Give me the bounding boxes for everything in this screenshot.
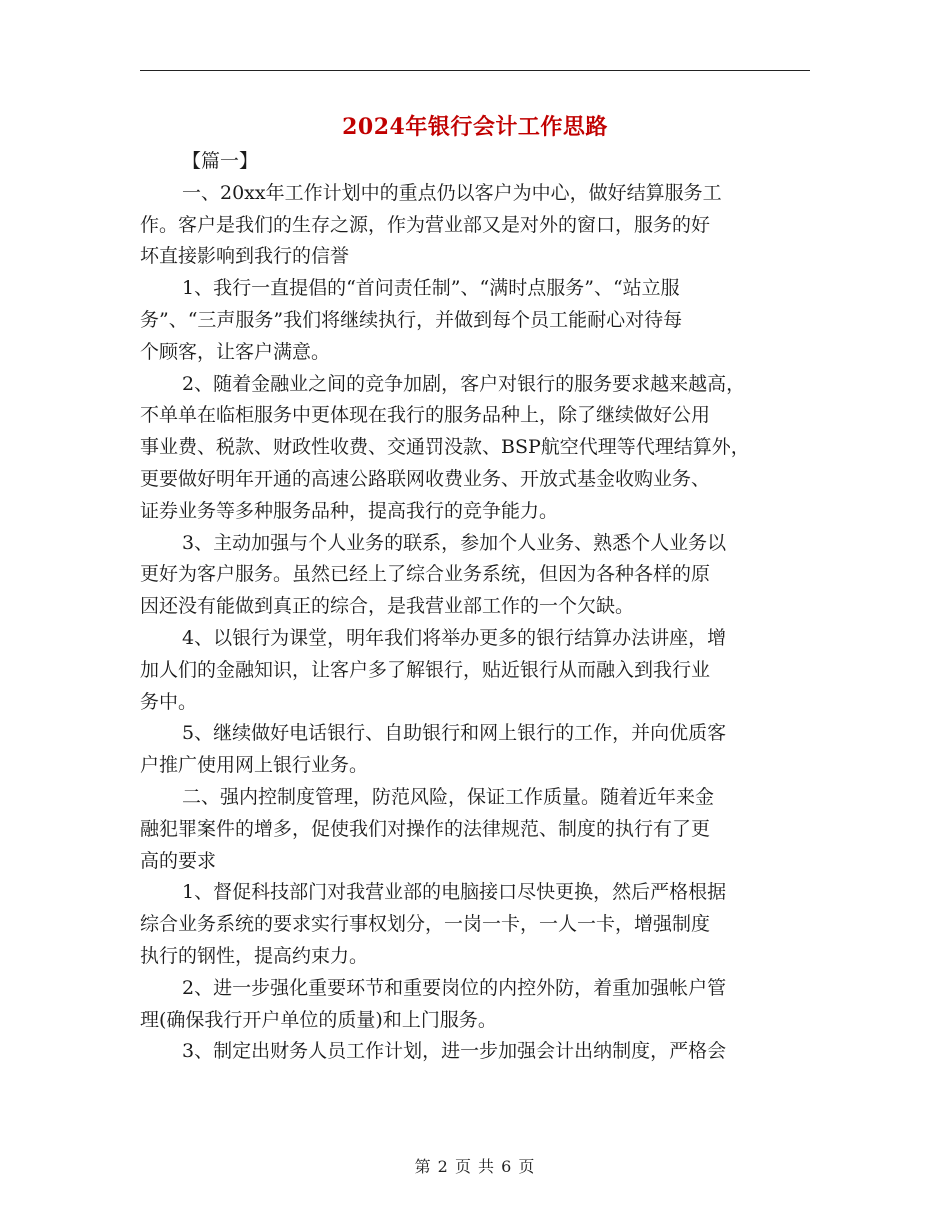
paragraph-line: 理(确保我行开户单位的质量)和上门服务。	[140, 1008, 497, 1031]
paragraph-line: 加人们的金融知识，让客户多了解银行，贴近银行从而融入到我行业	[140, 658, 711, 681]
paragraph-line: 户推广使用网上银行业务。	[140, 754, 369, 777]
paragraph-line: 1、督促科技部门对我营业部的电脑接口尽快更换，然后严格根据	[182, 881, 727, 904]
document-title: 2024年银行会计工作思路	[342, 114, 608, 140]
paragraph-line: 执行的钢性，提高约束力。	[140, 944, 369, 967]
paragraph-line: 不单单在临柜服务中更体现在我行的服务品种上，除了继续做好公用	[140, 404, 711, 427]
paragraph-line: 2、随着金融业之间的竞争加剧，客户对银行的服务要求越来越高，	[182, 372, 746, 395]
paragraph-line: 综合业务系统的要求实行事权划分，一岗一卡，一人一卡，增强制度	[140, 913, 711, 936]
paragraph-line: 作。客户是我们的生存之源，作为营业部又是对外的窗口，服务的好	[140, 213, 711, 236]
paragraph-line: 更要做好明年开通的高速公路联网收费业务、开放式基金收购业务、	[140, 467, 711, 490]
paragraph-line: 二、强内控制度管理，防范风险，保证工作质量。随着近年来金	[182, 785, 715, 808]
paragraph-line: 务中。	[140, 690, 198, 713]
paragraph-line: 坏直接影响到我行的信誉	[140, 245, 350, 268]
document-body	[140, 146, 812, 1068]
paragraph-line: 事业费、税款、财政性收费、交通罚没款、BSP航空代理等代理结算外，	[140, 436, 750, 459]
header-rule	[140, 70, 810, 71]
paragraph-line: 证券业务等多种服务品种，提高我行的竞争能力。	[140, 499, 559, 522]
paragraph-line: 4、以银行为课堂，明年我们将举办更多的银行结算办法讲座，增	[182, 626, 727, 649]
paragraph-line: 因还没有能做到真正的综合，是我营业部工作的一个欠缺。	[140, 595, 635, 618]
paragraph-line: 5、继续做好电话银行、自助银行和网上银行的工作，并向优质客	[182, 722, 727, 745]
section-label: 【篇一】	[182, 150, 259, 172]
paragraph-line: 2、进一步强化重要环节和重要岗位的内控外防，着重加强帐户管	[182, 976, 727, 999]
paragraph-line: 更好为客户服务。虽然已经上了综合业务系统，但因为各种各样的原	[140, 563, 711, 586]
paragraph-line: 3、主动加强与个人业务的联系，参加个人业务、熟悉个人业务以	[182, 531, 727, 554]
paragraph-line: 高的要求	[140, 849, 217, 872]
page-number: 第 2 页 共 6 页	[414, 1157, 536, 1176]
paragraph-line: 1、我行一直提倡的“首问责任制”、“满时点服务”、“站立服	[182, 277, 680, 300]
paragraph-line: 融犯罪案件的增多，促使我们对操作的法律规范、制度的执行有了更	[140, 817, 711, 840]
paragraph-line: 务”、“三声服务”我们将继续执行，并做到每个员工能耐心对待每	[140, 308, 683, 331]
paragraph-line: 3、制定出财务人员工作计划，进一步加强会计出纳制度，严格会	[182, 1040, 727, 1063]
paragraph-line: 个顾客，让客户满意。	[140, 340, 331, 363]
paragraph-line: 一、20xx年工作计划中的重点仍以客户为中心，做好结算服务工	[182, 181, 722, 204]
